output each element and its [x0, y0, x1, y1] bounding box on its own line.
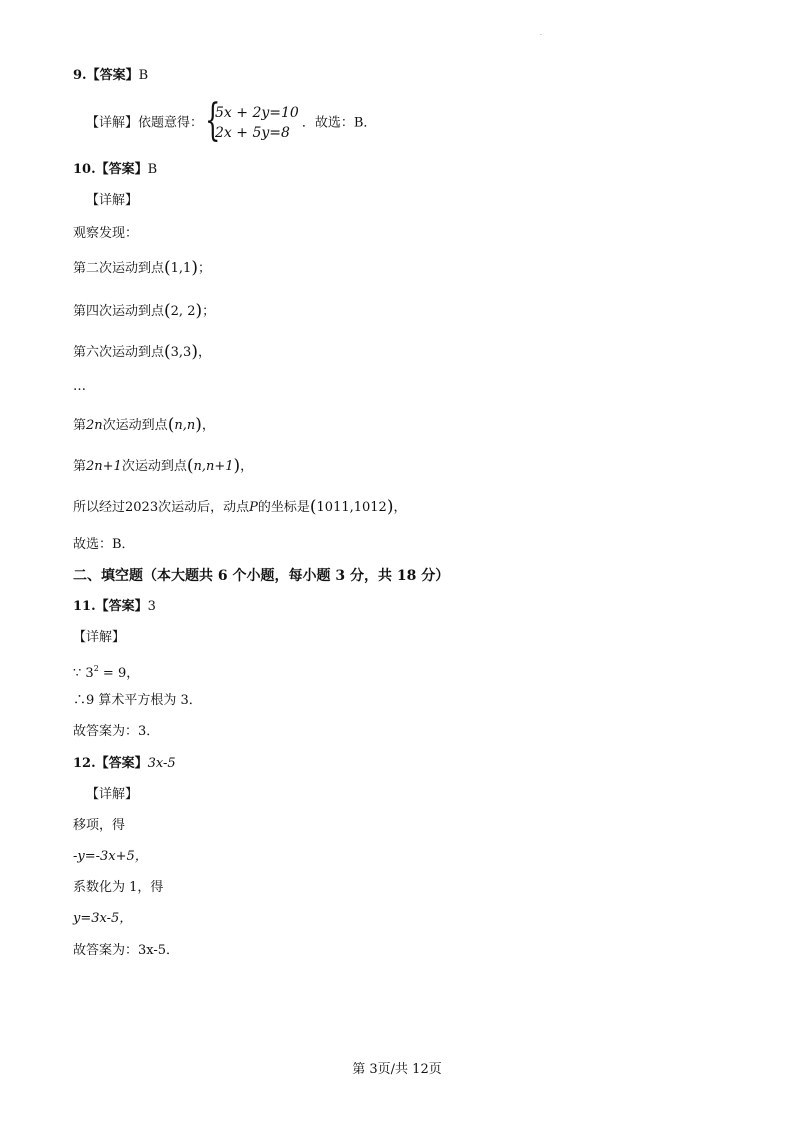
left-brace-icon: {	[205, 95, 221, 146]
q12-detail-label: 【详解】	[86, 787, 139, 802]
q11-number: 11.	[73, 599, 96, 614]
q11-detail-label: 【详解】	[73, 630, 126, 645]
q10-step-4: 第2n次运动到点(n,n)，	[73, 415, 215, 435]
q11-final: 故答案为：3．	[73, 724, 160, 739]
q10-choose: 故选：B．	[73, 537, 135, 552]
q10-detail-label: 【详解】	[86, 193, 139, 208]
q9-number: 9.	[73, 68, 87, 83]
q10-step-2-point: 2, 2	[170, 304, 196, 319]
q10-step-2-text: 第四次运动到点	[73, 304, 165, 319]
q10-step-3: 第六次运动到点(3,3)，	[73, 342, 211, 362]
q9-detail-line	[86, 95, 377, 146]
section-heading: 二、填空题（本大题共 6 个小题，每小题 3 分，共 18 分）	[73, 568, 450, 584]
q10-step-2: 第四次运动到点(2, 2)；	[73, 301, 216, 321]
q10-step-1-point: 1,1	[170, 261, 192, 276]
q10-conclusion-c: 的坐标是	[257, 500, 310, 515]
q12-step-2: 系数化为 1，得	[73, 880, 164, 895]
q10-conclusion-number: 2023	[125, 500, 159, 515]
q11-answer-tag: 【答案】	[95, 599, 148, 614]
q9-answer-tag: 【答案】	[86, 68, 139, 83]
q11-because-result: = 9，	[98, 666, 140, 681]
q9-detail-suffix: ．故选：B．	[301, 115, 377, 131]
q10-step-1: 第二次运动到点(1,1)；	[73, 258, 211, 278]
q10-step-5: 第2n+1次运动到点(n,n+1)，	[73, 456, 254, 476]
q10-step-4-mid: 次运动到点	[102, 418, 168, 433]
q10-step-4-suffix: ，	[201, 418, 215, 433]
page-footer: 第 3页/共 12页	[352, 1062, 442, 1077]
q10-ellipsis: …	[73, 379, 86, 394]
q9-equation-1: 5x + 2y=10	[215, 105, 299, 121]
q10-step-1-text: 第二次运动到点	[73, 261, 165, 276]
q12-number: 12.	[73, 756, 96, 771]
q12-answer-line	[73, 755, 176, 773]
q10-conclusion-d: ，	[393, 500, 407, 515]
q12-step-1: 移项，得	[73, 818, 126, 833]
q10-step-3-point: 3,3	[170, 345, 192, 360]
q10-conclusion-p: P	[249, 500, 258, 515]
q10-observe: 观察发现：	[73, 226, 139, 241]
q10-step-4-text: 第	[73, 418, 87, 433]
q10-step-1-suffix: ；	[197, 261, 211, 276]
q10-conclusion-a: 所以经过	[73, 500, 126, 515]
q9-answer-line	[73, 67, 148, 85]
q11-answer: 3	[147, 599, 156, 614]
q10-answer-tag: 【答案】	[95, 162, 148, 177]
q12-final: 故答案为：3x-5．	[73, 943, 180, 958]
q11-because	[73, 660, 139, 683]
q11-because-exponent: 2	[93, 664, 99, 673]
page-mark: .	[540, 30, 542, 37]
q10-step-5-mid: 次运动到点	[121, 459, 187, 474]
q9-detail-prefix: 【详解】依题意得：	[86, 115, 204, 131]
q10-step-5-count: 2n+1	[86, 459, 122, 474]
q10-step-4-count: 2n	[86, 418, 103, 433]
q10-step-5-point: n,n+1	[193, 459, 234, 474]
q12-equation-1: -y=-3x+5，	[73, 849, 148, 864]
q10-step-5-text: 第	[73, 459, 87, 474]
q10-number: 10.	[73, 162, 96, 177]
q10-step-2-suffix: ；	[202, 304, 216, 319]
q10-answer-line	[73, 161, 157, 179]
q11-answer-line	[73, 598, 156, 616]
q10-step-3-suffix: ，	[197, 345, 211, 360]
q12-answer: 3x-5	[147, 756, 176, 771]
q10-answer: B	[147, 162, 158, 177]
q10-step-5-suffix: ，	[240, 459, 254, 474]
q10-conclusion-b: 次运动后，动点	[158, 500, 250, 515]
q10-conclusion: 所以经过2023次运动后，动点P的坐标是(1011,1012)，	[73, 497, 407, 517]
q9-equation-system	[205, 95, 299, 146]
q10-conclusion-point: 1011,1012	[316, 500, 387, 515]
q10-step-3-text: 第六次运动到点	[73, 345, 165, 360]
q11-because-base: ∵ 3	[73, 666, 94, 681]
q9-equation-2: 2x + 5y=8	[215, 125, 290, 141]
q9-answer: B	[138, 68, 149, 83]
q11-therefore: ∴9 算术平方根为 3．	[73, 693, 202, 708]
q12-equation-2: y=3x-5，	[73, 911, 133, 926]
q12-answer-tag: 【答案】	[95, 756, 148, 771]
q10-step-4-point: n,n	[174, 418, 196, 433]
